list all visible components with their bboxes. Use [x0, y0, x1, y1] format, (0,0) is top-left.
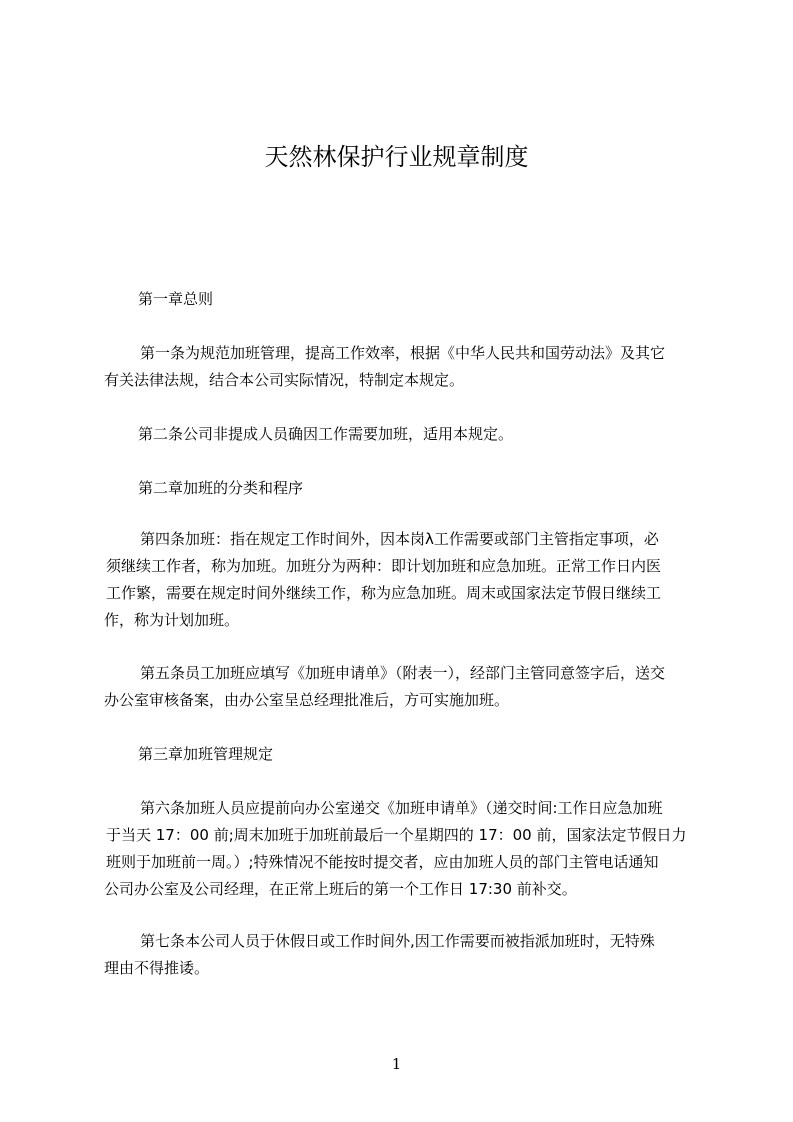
chapter-heading-2: [104, 475, 700, 502]
paragraph-line: 第七条本公司人员于休假日或工作时间外,因工作需要而被指派加班时，无特殊: [140, 932, 655, 950]
article-4-paragraph: [104, 526, 700, 634]
page-number: 1: [391, 1055, 402, 1073]
paragraph-line: 作，称为计划加班。: [104, 611, 240, 629]
paragraph-line: 第六条加班人员应提前向办公室递交《加班申请单》（递交时间:工作日应急加班: [140, 799, 663, 817]
chapter-heading-text: 第二章加班的分类和程序: [138, 479, 304, 497]
article-5-paragraph: [104, 660, 700, 714]
paragraph-line: 理由不得推诿。: [104, 959, 210, 977]
article-7-paragraph: [104, 928, 700, 982]
chapter-heading-text: 第三章加班管理规定: [138, 745, 274, 763]
paragraph-line: 第四条加班：指在规定工作时间外，因本岗λ工作需要或部门主管指定事项，必: [140, 530, 659, 548]
paragraph-line: 第二条公司非提成人员确因工作需要加班，适用本规定。: [138, 425, 514, 443]
paragraph-line: 班则于加班前一周。）;特殊情况不能按时提交者，应由加班人员的部门主管电话通知: [106, 853, 659, 871]
article-1-paragraph: [104, 340, 700, 394]
paragraph-line: 第一条为规范加班管理，提高工作效率，根据《中华人民共和国劳动法》及其它: [140, 344, 666, 362]
paragraph-line: 办公室审核备案，由办公室呈总经理批准后，方可实施加班。: [104, 691, 510, 709]
chapter-heading-1: [104, 286, 700, 313]
paragraph-line: 须继续工作者，称为加班。加班分为两种：即计划加班和应急加班。正常工作日内医: [106, 557, 662, 575]
paragraph-line: 公司办公室及公司经理，在正常上班后的第一个工作日 17:30 前补交。: [104, 880, 577, 898]
document-title: 天然林保护行业规章制度: [264, 143, 529, 171]
chapter-heading-3: [104, 741, 700, 768]
paragraph-line: 于当天 17：00 前;周末加班于加班前最后一个星期四的 17：00 前，国家法定节假日力: [106, 826, 687, 844]
chapter-heading-text: 第一章总则: [138, 290, 214, 308]
paragraph-line: 有关法律法规，结合本公司实际情况，特制定本规定。: [104, 371, 465, 389]
article-6-paragraph: [104, 795, 700, 903]
article-2-paragraph: [104, 421, 700, 448]
paragraph-line: 第五条员工加班应填写《加班申请单》（附表一），经部门主管同意签字后，送交: [140, 664, 666, 682]
paragraph-line: 工作繁，需要在规定时间外继续工作，称为应急加班。周末或国家法定节假日继续工: [106, 584, 662, 602]
